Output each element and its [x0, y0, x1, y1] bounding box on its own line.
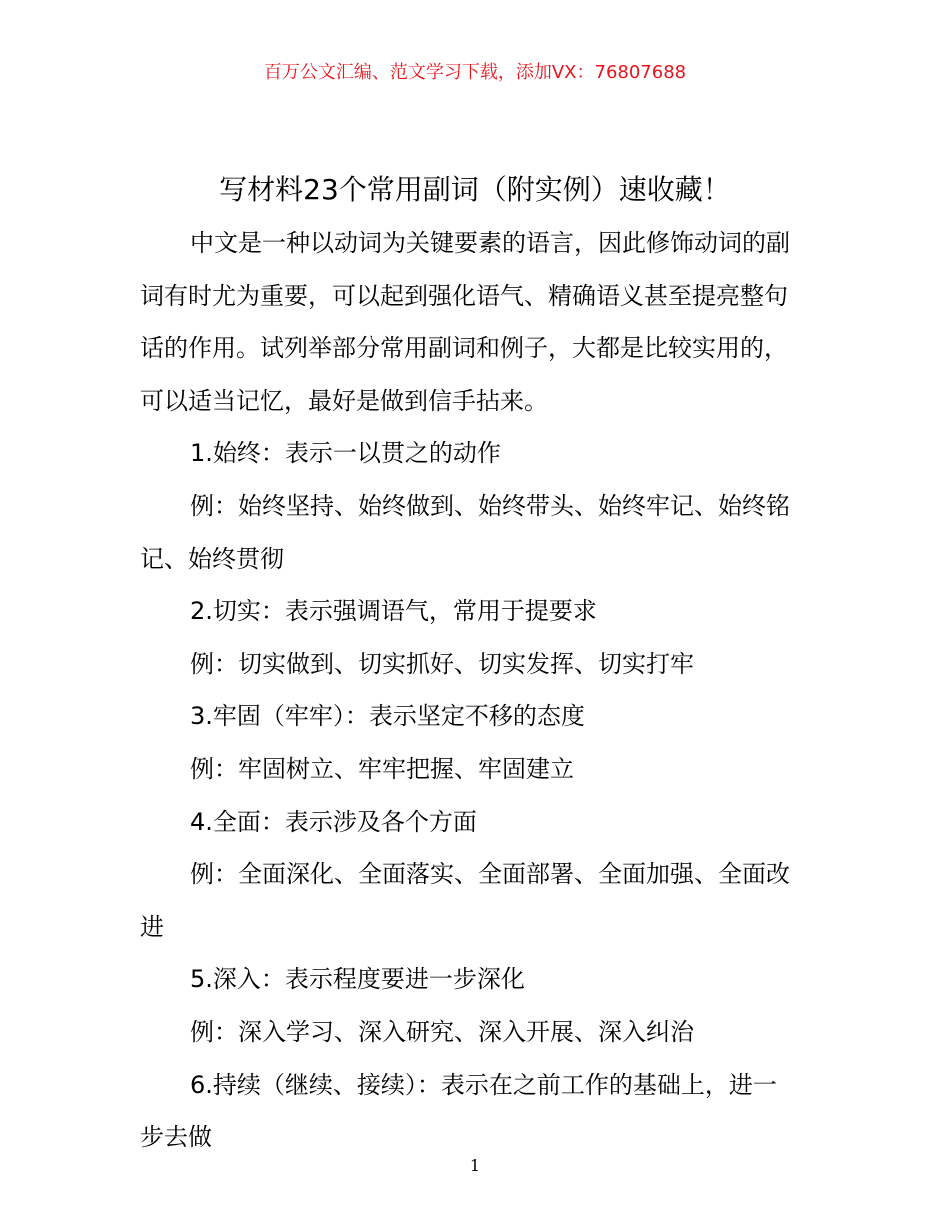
- text-line: 例：全面深化、全面落实、全面部署、全面加强、全面改: [190, 860, 790, 889]
- text-line: 步去做: [140, 1123, 212, 1152]
- document-title: 写材料23个常用副词（附实例）速收藏！: [219, 173, 731, 206]
- text-line: 可以适当记忆，最好是做到信手拈来。: [140, 386, 548, 415]
- text-line: 例：始终坚持、始终做到、始终带头、始终牢记、始终铭: [190, 491, 790, 520]
- page-number: 1: [469, 1156, 481, 1175]
- text-line: 6.持续（继续、接续）：表示在之前工作的基础上，进一: [190, 1070, 777, 1099]
- document-body: [140, 226, 820, 1173]
- text-line: 记、始终贯彻: [140, 544, 284, 573]
- text-line: 话的作用。试列举部分常用副词和例子，大都是比较实用的，: [140, 334, 788, 363]
- text-line: 例：切实做到、切实抓好、切实发挥、切实打牢: [190, 649, 694, 678]
- text-line: 2.切实：表示强调语气，常用于提要求: [190, 597, 597, 626]
- document-header-watermark: 百万公文汇编、范文学习下载，添加VX：76807688: [263, 62, 687, 83]
- text-line: 例：深入学习、深入研究、深入开展、深入纠治: [190, 1017, 694, 1046]
- text-line: 4.全面：表示涉及各个方面: [190, 807, 477, 836]
- text-line: 例：牢固树立、牢牢把握、牢固建立: [190, 754, 574, 783]
- text-line: 中文是一种以动词为关键要素的语言，因此修饰动词的副: [190, 229, 790, 257]
- text-line: 3.牢固（牢牢）：表示坚定不移的态度: [190, 702, 585, 731]
- text-line: 词有时尤为重要，可以起到强化语气、精确语义甚至提亮整句: [140, 281, 788, 310]
- text-line: 1.始终：表示一以贯之的动作: [190, 439, 501, 468]
- text-line: 5.深入：表示程度要进一步深化: [190, 965, 525, 994]
- text-line: 进: [140, 912, 164, 941]
